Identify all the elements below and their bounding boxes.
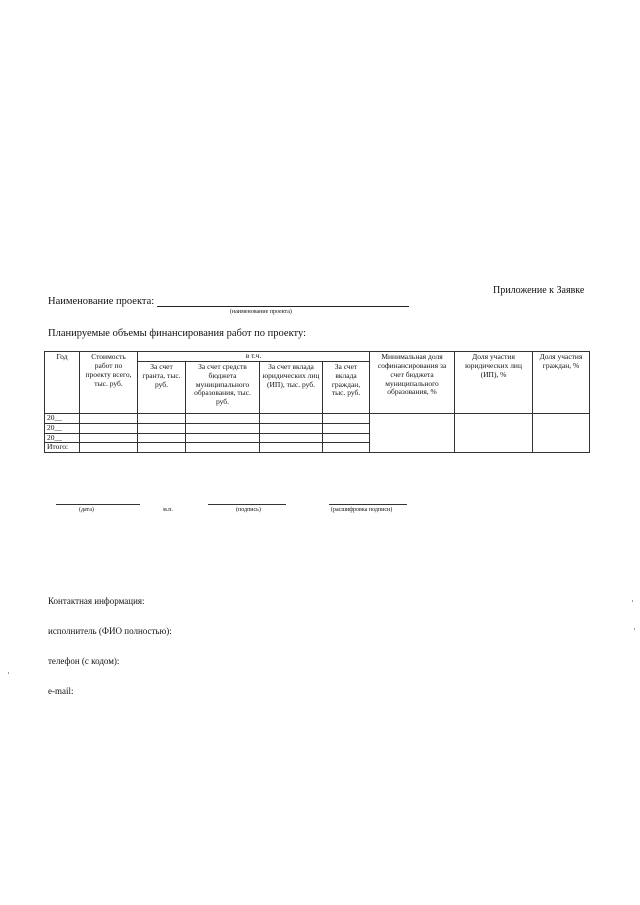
cell-legal[interactable]	[260, 433, 323, 443]
cell-grant[interactable]	[138, 423, 186, 433]
cell-municipal[interactable]	[186, 413, 260, 423]
cell-grant[interactable]	[138, 443, 186, 453]
cell-legal[interactable]	[260, 413, 323, 423]
scan-speck	[8, 672, 9, 674]
decryption-caption: (расшифровка подписи)	[331, 507, 393, 513]
cell-total-cost[interactable]	[80, 413, 138, 423]
scan-speck	[632, 600, 633, 602]
subheader-legal: За счет вклада юридических лиц (ИП), тыс. руб.	[260, 361, 323, 413]
cell-legal[interactable]	[260, 423, 323, 433]
stamp-caption: м.п.	[163, 507, 174, 513]
cell-municipal[interactable]	[186, 433, 260, 443]
contact-email: e-mail:	[48, 686, 74, 696]
signature-caption: (подпись)	[236, 507, 261, 513]
table-row	[45, 413, 590, 423]
subheader-municipal: За счет средств бюджета муниципального образования, тыс. руб.	[186, 361, 260, 413]
header-citizen-share: Доля участия граждан, %	[533, 352, 590, 414]
row-year: 20__	[45, 433, 80, 443]
planned-funding-title: Планируемые объемы финансирования работ по проекту:	[48, 328, 307, 339]
project-name-label: Наименование проекта:	[48, 296, 155, 307]
funding-table	[44, 351, 590, 453]
cell-citizen-share[interactable]	[533, 413, 590, 452]
row-year: 20__	[45, 413, 80, 423]
header-including: в т.ч.	[138, 352, 370, 362]
cell-citizens[interactable]	[323, 413, 370, 423]
header-legal-share: Доля участия юридических лиц (ИП), %	[455, 352, 533, 414]
contact-block	[48, 576, 172, 706]
scan-speck	[634, 628, 635, 630]
cell-legal[interactable]	[260, 443, 323, 453]
cell-municipal[interactable]	[186, 423, 260, 433]
header-year: Год	[45, 352, 80, 414]
project-name-hint: (наименование проекта)	[230, 309, 292, 315]
appendix-caption: Приложение к Заявке	[493, 285, 585, 296]
header-min-share: Минимальная доля софинансирования за счет бюджета муниципального образования, %	[370, 352, 455, 414]
cell-municipal[interactable]	[186, 443, 260, 453]
cell-min-share[interactable]	[370, 413, 455, 452]
contact-executor: исполнитель (ФИО полностью):	[48, 626, 172, 636]
cell-total-cost[interactable]	[80, 423, 138, 433]
cell-citizens[interactable]	[323, 433, 370, 443]
cell-legal-share[interactable]	[455, 413, 533, 452]
cell-total-cost[interactable]	[80, 443, 138, 453]
signature-line	[208, 504, 286, 505]
cell-citizens[interactable]	[323, 443, 370, 453]
cell-grant[interactable]	[138, 433, 186, 443]
subheader-grant: За счет гранта, тыс. руб.	[138, 361, 186, 413]
cell-total-cost[interactable]	[80, 433, 138, 443]
contact-title: Контактная информация:	[48, 596, 145, 606]
project-name-line	[157, 306, 409, 307]
total-label: Итого:	[45, 443, 80, 453]
cell-grant[interactable]	[138, 413, 186, 423]
date-line	[56, 504, 140, 505]
cell-citizens[interactable]	[323, 423, 370, 433]
header-total-cost: Стоимость работ по проекту всего, тыс. руб.	[80, 352, 138, 414]
subheader-citizens: За счет вклада граждан, тыс. руб.	[323, 361, 370, 413]
row-year: 20__	[45, 423, 80, 433]
date-caption: (дата)	[79, 507, 94, 513]
decryption-line	[329, 504, 407, 505]
contact-phone: телефон (с кодом):	[48, 656, 120, 666]
